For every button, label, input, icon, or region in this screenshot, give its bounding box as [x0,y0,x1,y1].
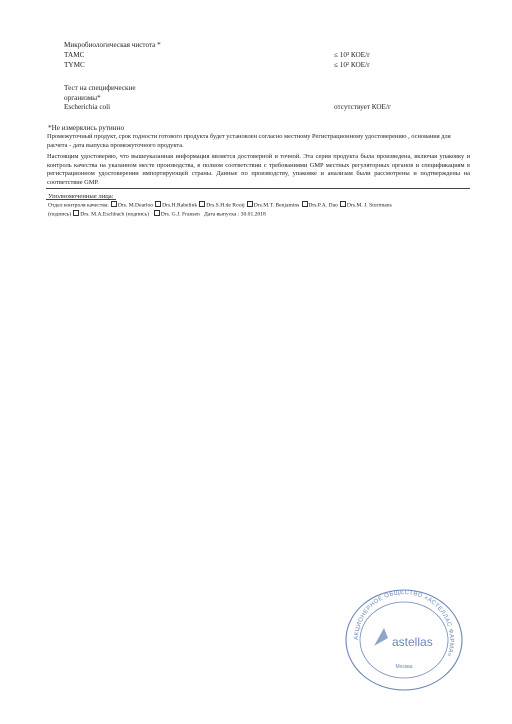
checkbox-icon [154,210,160,216]
person-name: Drs. G.J. Fransen [160,211,200,218]
heading-underline [46,199,116,200]
checkbox-icon [73,210,79,216]
checkbox-icon [199,201,205,207]
divider [46,188,470,189]
person-name: Drs.P.A. Dao [308,202,338,209]
person-name: Drs.M.T. Benjamins [253,202,300,209]
ecoli-label: Escherichia coli [64,103,111,111]
authorized-persons-line-1 [48,201,392,210]
intermediate-product-note: Промежуточный продукт, срок годности готового продукта будет установлен согласно местному Регистрационному удостоверению , основания для расчета - дата выпуска промежуточного продукта. [47,133,451,149]
tymc-label: ТYMC [64,61,85,69]
stamp-logo: astellas [392,635,433,649]
checkbox-icon [111,201,117,207]
stamp-ring-text: АКЦИОНЕРНОЕ ОБЩЕСТВО «АСТЕЛЛАС ФАРМА» [353,589,455,658]
checkbox-icon [247,201,253,207]
tamc-value: ≤ 10³ КОЕ/г [334,51,371,59]
company-stamp [340,588,470,693]
specific-test-label-2: организмы* [64,94,101,102]
person-name: Drs.H.Rabelink [162,202,198,209]
certification-statement: Настоящим удостоверяю, что вышеуказанная информация является достоверной и точной. Эта серия продукта была произведена, включая упаковку и контроль качества на указанном месте производства, в полном соответствии с требованиями GMP местных регуляторных органов и спецификациям в регистрационном удостоверении импортирующей страны. Данные по производству, упаковке и анализам были рассмотрены и подтверждены на соответствие GMP. [47,153,470,186]
signature-label: (подпись) [48,211,73,218]
person-name: Drs.M. J. Storimans [346,202,392,209]
ecoli-value: отсутствует КОЕ/г [334,103,391,111]
authorized-persons-line-2 [48,210,266,219]
authorized-heading: Уполномоченные лица: [48,193,114,200]
checkbox-icon [302,201,308,207]
checkbox-icon [340,201,346,207]
person-name: Drs.S.H.de Rooij [206,202,245,209]
tymc-value: ≤ 10² КОЕ/г [334,61,371,69]
qc-department-label: Отдел контроля качества: [48,202,111,209]
footnote: *Не измерялись рутинно [48,124,125,132]
person-name: Drs. M.Dearloo [117,202,154,209]
specific-test-label: Тест на специфические [64,84,136,92]
person-name: Drs. M.A.Eschbach (подпись) [80,211,149,218]
tamc-label: ТАМС [64,51,85,59]
release-date: Дата выпуска : 30.01.2018 [203,211,266,218]
micro-title: Микробиологическая чистота * [64,41,161,49]
stamp-star-icon [374,628,388,646]
stamp-city: Москва [395,664,413,670]
checkbox-icon [155,201,161,207]
